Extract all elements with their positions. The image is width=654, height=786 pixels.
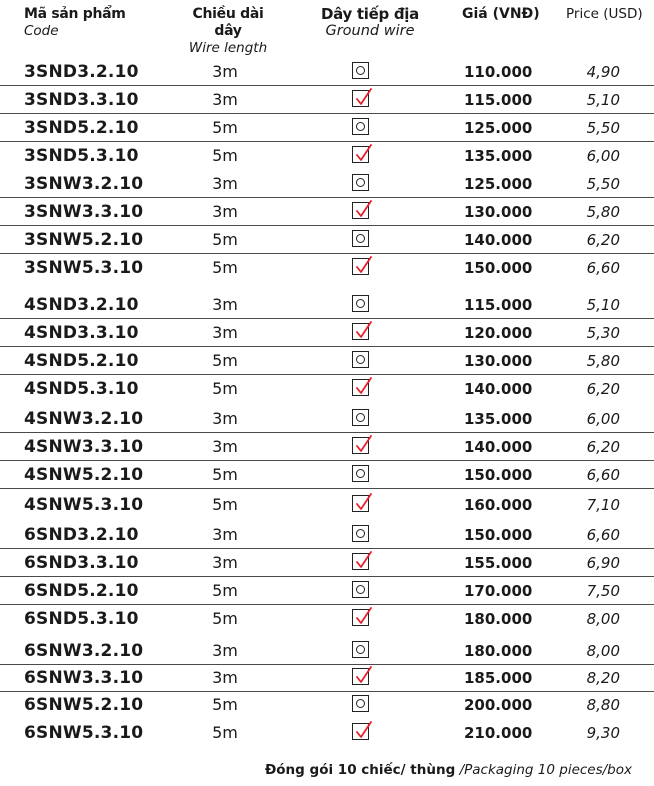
ground-wire-no	[352, 637, 374, 664]
product-code: 3SND3.2.10	[24, 62, 139, 82]
checkbox-icon	[352, 258, 369, 275]
packaging-vi: Đóng gói 10 chiếc/ thùng	[264, 762, 456, 778]
checkbox-icon	[352, 609, 369, 626]
table-row	[0, 58, 654, 86]
ground-wire-yes	[352, 605, 374, 632]
price-usd: 4,90	[586, 63, 620, 81]
price-vnd: 150.000	[464, 466, 533, 484]
table-row	[0, 142, 654, 169]
product-code: 4SND5.2.10	[24, 351, 139, 371]
header-ground	[320, 6, 420, 40]
wire-length: 5m	[212, 230, 238, 249]
circle-icon	[356, 699, 365, 708]
wire-length: 5m	[212, 609, 238, 628]
price-vnd: 180.000	[464, 610, 533, 628]
header-length-en: Wire length	[188, 40, 268, 56]
ground-wire-yes	[352, 549, 374, 576]
header-code	[24, 6, 126, 40]
checkbox-icon	[352, 668, 369, 685]
price-usd: 8,80	[586, 696, 620, 714]
price-usd: 6,60	[586, 259, 620, 277]
checkbox-icon	[352, 437, 369, 454]
ground-wire-no	[352, 114, 374, 141]
price-usd: 6,60	[586, 466, 620, 484]
checkbox-icon	[352, 409, 369, 426]
wire-length: 5m	[212, 495, 238, 514]
table-row	[0, 577, 654, 605]
price-vnd: 120.000	[464, 324, 533, 342]
price-usd: 5,80	[586, 203, 620, 221]
wire-length: 5m	[212, 465, 238, 484]
wire-length: 3m	[212, 174, 238, 193]
header-code-vi: Mã sản phẩm	[24, 6, 126, 22]
price-vnd: 135.000	[464, 147, 533, 165]
checkbox-icon	[352, 525, 369, 542]
header-ground-vi: Dây tiếp địa	[321, 5, 419, 23]
price-usd: 9,30	[586, 724, 620, 742]
checkbox-icon	[352, 379, 369, 396]
price-vnd: 135.000	[464, 410, 533, 428]
table-row	[0, 491, 654, 518]
table-row	[0, 405, 654, 433]
circle-icon	[356, 234, 365, 243]
check-mark-icon	[354, 377, 373, 397]
circle-icon	[356, 585, 365, 594]
price-vnd: 140.000	[464, 380, 533, 398]
price-vnd: 200.000	[464, 696, 533, 714]
price-vnd: 170.000	[464, 582, 533, 600]
price-vnd: 140.000	[464, 438, 533, 456]
checkbox-icon	[352, 146, 369, 163]
check-mark-icon	[354, 435, 373, 455]
wire-length: 5m	[212, 379, 238, 398]
product-code: 4SND3.2.10	[24, 295, 139, 315]
product-code: 3SNW3.3.10	[24, 202, 144, 222]
circle-icon	[356, 66, 365, 75]
circle-icon	[356, 469, 365, 478]
price-vnd: 160.000	[464, 496, 533, 514]
check-mark-icon	[354, 493, 373, 513]
price-vnd: 130.000	[464, 203, 533, 221]
circle-icon	[356, 299, 365, 308]
header-length-vi: Chiều dài dây	[192, 6, 264, 39]
wire-length: 3m	[212, 553, 238, 572]
table-row	[0, 375, 654, 402]
header-ground-en: Ground wire	[325, 23, 415, 39]
ground-wire-no	[352, 577, 374, 604]
check-mark-icon	[354, 551, 373, 571]
checkbox-icon	[352, 90, 369, 107]
price-usd: 6,20	[586, 438, 620, 456]
price-usd: 6,00	[586, 410, 620, 428]
ground-wire-no	[352, 291, 374, 318]
check-mark-icon	[354, 200, 373, 220]
ground-wire-yes	[352, 664, 374, 691]
ground-wire-no	[352, 226, 374, 253]
checkbox-icon	[352, 641, 369, 658]
product-code: 4SND3.3.10	[24, 323, 139, 343]
ground-wire-yes	[352, 375, 374, 402]
product-code: 4SND5.3.10	[24, 379, 139, 399]
wire-length: 5m	[212, 695, 238, 714]
wire-length: 5m	[212, 351, 238, 370]
product-code: 3SNW5.2.10	[24, 230, 144, 250]
price-usd: 5,30	[586, 324, 620, 342]
table-row	[0, 347, 654, 375]
table-row	[0, 198, 654, 226]
wire-length: 3m	[212, 437, 238, 456]
product-code: 3SNW5.3.10	[24, 258, 144, 278]
price-usd: 5,50	[586, 119, 620, 137]
price-usd: 8,00	[586, 610, 620, 628]
ground-wire-yes	[352, 86, 374, 113]
table-row	[0, 433, 654, 461]
wire-length: 5m	[212, 146, 238, 165]
checkbox-icon	[352, 174, 369, 191]
price-vnd: 210.000	[464, 724, 533, 742]
ground-wire-yes	[352, 491, 374, 518]
checkbox-icon	[352, 230, 369, 247]
packaging-note	[0, 762, 632, 778]
product-code: 4SNW5.3.10	[24, 495, 144, 515]
product-code: 6SNW5.3.10	[24, 723, 144, 743]
ground-wire-yes	[352, 433, 374, 460]
check-mark-icon	[354, 607, 373, 627]
price-vnd: 115.000	[464, 296, 533, 314]
table-row	[0, 226, 654, 254]
ground-wire-yes	[352, 142, 374, 169]
table-row	[0, 319, 654, 347]
wire-length: 3m	[212, 90, 238, 109]
product-code: 3SND5.2.10	[24, 118, 139, 138]
product-code: 4SNW3.2.10	[24, 409, 144, 429]
price-vnd: 180.000	[464, 642, 533, 660]
circle-icon	[356, 529, 365, 538]
price-vnd: 110.000	[464, 63, 533, 81]
check-mark-icon	[354, 721, 373, 741]
price-usd: 5,80	[586, 352, 620, 370]
header-code-en: Code	[24, 23, 59, 39]
ground-wire-yes	[352, 198, 374, 225]
checkbox-icon	[352, 723, 369, 740]
price-usd: 6,00	[586, 147, 620, 165]
checkbox-icon	[352, 495, 369, 512]
product-code: 3SNW3.2.10	[24, 174, 144, 194]
price-vnd: 125.000	[464, 119, 533, 137]
price-vnd: 150.000	[464, 526, 533, 544]
ground-wire-no	[352, 58, 374, 85]
check-mark-icon	[354, 256, 373, 276]
wire-length: 5m	[212, 118, 238, 137]
circle-icon	[356, 178, 365, 187]
table-header	[0, 5, 654, 56]
product-code: 6SNW5.2.10	[24, 695, 144, 715]
packaging-en: /Packaging 10 pieces/box	[459, 762, 632, 778]
product-code: 3SND3.3.10	[24, 90, 139, 110]
price-vnd: 150.000	[464, 259, 533, 277]
wire-length: 3m	[212, 62, 238, 81]
table-row	[0, 691, 654, 718]
check-mark-icon	[354, 666, 373, 686]
header-price-vnd: Giá (VNĐ)	[462, 6, 540, 22]
wire-length: 3m	[212, 202, 238, 221]
check-mark-icon	[354, 88, 373, 108]
ground-wire-no	[352, 461, 374, 488]
ground-wire-yes	[352, 719, 374, 746]
table-row	[0, 549, 654, 577]
price-vnd: 125.000	[464, 175, 533, 193]
checkbox-icon	[352, 581, 369, 598]
product-code: 6SND5.2.10	[24, 581, 139, 601]
circle-icon	[356, 645, 365, 654]
ground-wire-yes	[352, 319, 374, 346]
price-usd: 6,90	[586, 554, 620, 572]
price-usd: 6,20	[586, 231, 620, 249]
ground-wire-no	[352, 691, 374, 718]
product-code: 6SNW3.3.10	[24, 668, 144, 688]
price-usd: 6,20	[586, 380, 620, 398]
header-length	[180, 6, 276, 57]
checkbox-icon	[352, 118, 369, 135]
price-usd: 6,60	[586, 526, 620, 544]
checkbox-icon	[352, 465, 369, 482]
checkbox-icon	[352, 323, 369, 340]
price-usd: 7,50	[586, 582, 620, 600]
table-row	[0, 461, 654, 489]
product-code: 4SNW3.3.10	[24, 437, 144, 457]
wire-length: 3m	[212, 323, 238, 342]
circle-icon	[356, 355, 365, 364]
ground-wire-no	[352, 405, 374, 432]
price-vnd: 140.000	[464, 231, 533, 249]
table-row	[0, 521, 654, 549]
ground-wire-no	[352, 347, 374, 374]
table-row	[0, 114, 654, 142]
checkbox-icon	[352, 553, 369, 570]
ground-wire-no	[352, 521, 374, 548]
price-usd: 8,20	[586, 669, 620, 687]
checkbox-icon	[352, 351, 369, 368]
product-code: 6SNW3.2.10	[24, 641, 144, 661]
check-mark-icon	[354, 144, 373, 164]
price-usd: 8,00	[586, 642, 620, 660]
table-row	[0, 291, 654, 319]
price-usd: 5,50	[586, 175, 620, 193]
wire-length: 3m	[212, 409, 238, 428]
checkbox-icon	[352, 62, 369, 79]
price-vnd: 155.000	[464, 554, 533, 572]
table-row	[0, 86, 654, 114]
circle-icon	[356, 413, 365, 422]
circle-icon	[356, 122, 365, 131]
product-code: 6SND3.3.10	[24, 553, 139, 573]
table-row	[0, 664, 654, 692]
price-vnd: 130.000	[464, 352, 533, 370]
price-usd: 5,10	[586, 91, 620, 109]
header-price-usd: Price (USD)	[566, 6, 643, 22]
table-row	[0, 605, 654, 632]
wire-length: 3m	[212, 641, 238, 660]
wire-length: 5m	[212, 258, 238, 277]
product-code: 4SNW5.2.10	[24, 465, 144, 485]
checkbox-icon	[352, 295, 369, 312]
price-vnd: 115.000	[464, 91, 533, 109]
wire-length: 3m	[212, 295, 238, 314]
check-mark-icon	[354, 321, 373, 341]
table-row	[0, 170, 654, 198]
checkbox-icon	[352, 202, 369, 219]
wire-length: 3m	[212, 525, 238, 544]
ground-wire-yes	[352, 254, 374, 281]
table-row	[0, 254, 654, 281]
table-row	[0, 719, 654, 746]
ground-wire-no	[352, 170, 374, 197]
wire-length: 3m	[212, 668, 238, 687]
product-code: 6SND5.3.10	[24, 609, 139, 629]
product-code: 3SND5.3.10	[24, 146, 139, 166]
price-usd: 7,10	[586, 496, 620, 514]
product-code: 6SND3.2.10	[24, 525, 139, 545]
price-vnd: 185.000	[464, 669, 533, 687]
wire-length: 5m	[212, 723, 238, 742]
wire-length: 5m	[212, 581, 238, 600]
price-usd: 5,10	[586, 296, 620, 314]
checkbox-icon	[352, 695, 369, 712]
table-row	[0, 637, 654, 665]
